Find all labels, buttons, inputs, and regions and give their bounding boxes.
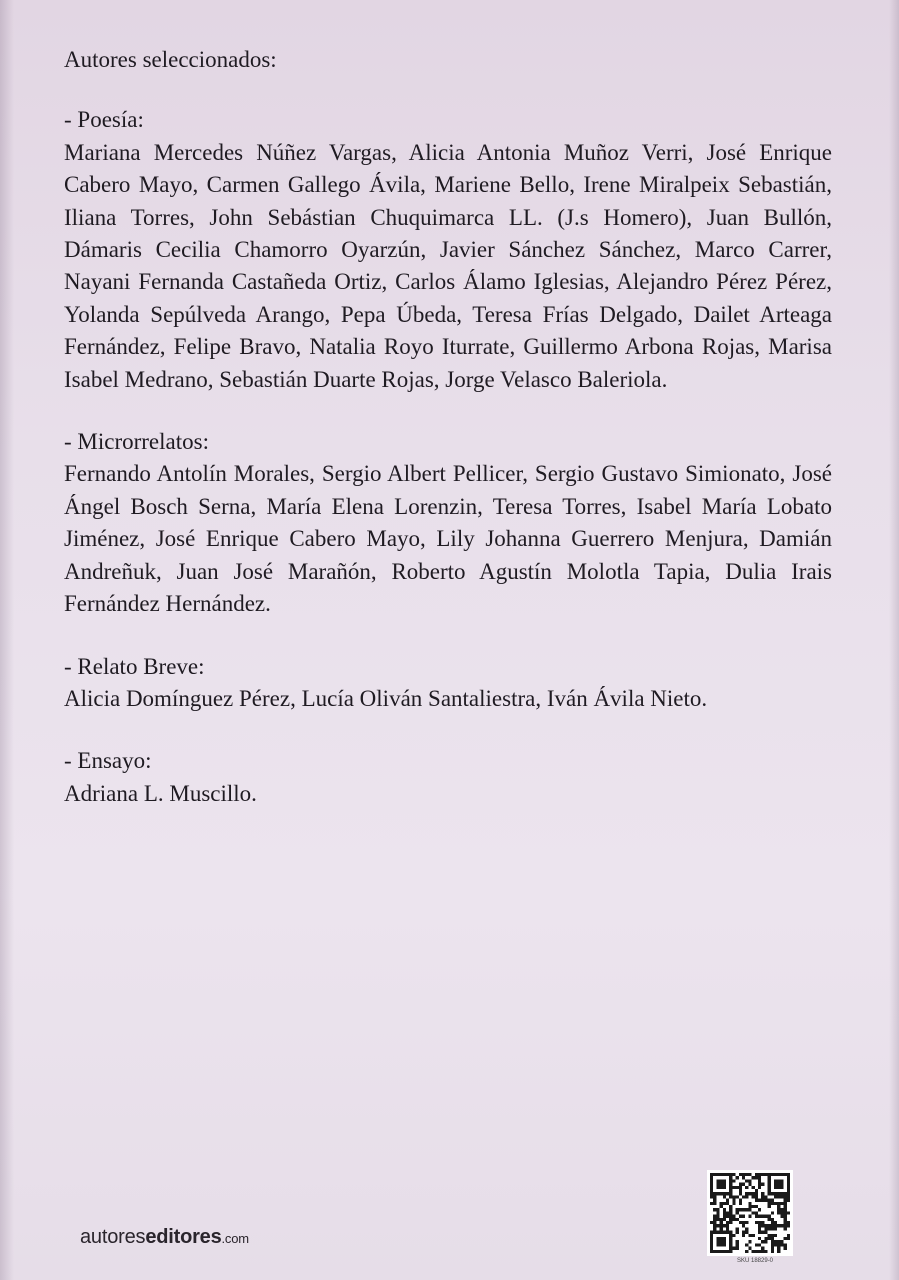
section-short-story xyxy=(64,651,832,716)
edge-shadow xyxy=(889,0,899,1280)
section-title: - Poesía: xyxy=(64,107,144,133)
section-authors: Mariana Mercedes Núñez Vargas, Alicia Antonia Muñoz Verri, José Enrique Cabero Mayo, Carmen Gallego Ávila, Mariene Bello, Irene Miralpeix Sebastián, Iliana Torres, John Sebástian Chuquimarca LL. (J.s Homero), Juan Bullón, Dámaris Cecilia Chamorro Oyarzún, Javier Sánchez Sánchez, Marco Carrer, Nayani Fernanda Castañeda Ortiz, Carlos Álamo Iglesias, Alejandro Pérez Pérez, Yolanda Sepúlveda Arango, Pepa Úbeda, Teresa Frías Delgado, Dailet Arteaga Fernández, Felipe Bravo, Natalia Royo Iturrate, Guillermo Arbona Rojas, Marisa Isabel Medrano, Sebastián Duarte Rojas, Jorge Velasco Baleriola. xyxy=(64,139,832,392)
publisher-logo xyxy=(80,1226,249,1249)
section-microfiction xyxy=(64,426,832,620)
section-title: - Microrrelatos: xyxy=(64,429,209,455)
publisher-name-part2: editores xyxy=(145,1226,222,1248)
authors-list xyxy=(64,44,832,840)
section-poetry xyxy=(64,104,832,396)
section-essay xyxy=(64,745,832,810)
spine-shadow xyxy=(0,0,14,1280)
qr-code-icon xyxy=(710,1173,790,1253)
section-title: - Relato Breve: xyxy=(64,653,205,679)
section-authors: Alicia Domínguez Pérez, Lucía Oliván Santaliestra, Iván Ávila Nieto. xyxy=(64,685,708,711)
section-authors: Fernando Antolín Morales, Sergio Albert Pellicer, Sergio Gustavo Simionato, José Ángel Bosch Serna, María Elena Lorenzin, Teresa Torres, Isabel María Lobato Jiménez, José Enrique Cabero Mayo, Lily Johanna Guerrero Menjura, Damián Andreñuk, Juan José Marañón, Roberto Agustín Molotla Tapia, Dulia Irais Fernández Hernández. xyxy=(64,461,832,617)
publisher-name-part1: autores xyxy=(80,1226,146,1248)
qr-caption: SKU 18829-0 xyxy=(737,1258,774,1264)
publisher-domain: .com xyxy=(221,1231,249,1246)
qr-code xyxy=(707,1170,793,1256)
section-authors: Adriana L. Muscillo. xyxy=(64,780,257,806)
section-title: - Ensayo: xyxy=(64,748,152,774)
intro-heading: Autores seleccionados: xyxy=(64,47,277,72)
